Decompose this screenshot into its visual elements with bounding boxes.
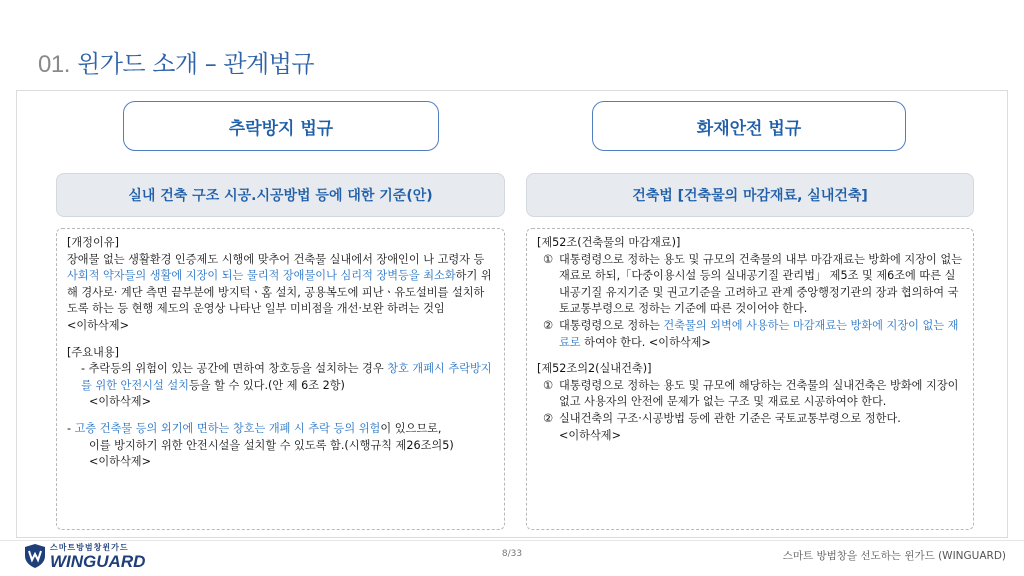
left-subtitle-bar xyxy=(56,173,505,217)
article-52-2-item-1-mark: ① xyxy=(542,378,554,392)
reason-label: [개정이유] xyxy=(67,236,119,249)
reason-highlight: 사회적 약자들의 생활에 지장이 되는 물리적 장애물이나 심리적 장벽등을 최소화 xyxy=(67,269,456,283)
main-item-2-post: 이 있으므로, xyxy=(380,421,442,435)
left-content-box xyxy=(56,228,505,530)
fall-prevention-law-box xyxy=(123,101,439,151)
article-52-2-item-2 xyxy=(537,411,963,428)
main-item-1 xyxy=(67,361,494,394)
article-52-item-2-post: 하여야 한다. <이하삭제> xyxy=(580,335,711,349)
article-52-label: [제52조(건축물의 마감재료)] xyxy=(537,236,681,249)
logo-subtitle: 스마트방범창윈가드 xyxy=(50,543,129,552)
article-52-2-item-2-mark: ② xyxy=(542,411,554,425)
section-title: 윈가드 소개 – 관계법규 xyxy=(77,50,315,78)
main-item-1-pre: - 추락등의 위험이 있는 공간에 면하여 창호등을 설치하는 경우 xyxy=(81,362,388,376)
article-52-item-1 xyxy=(537,252,963,318)
main-item-2-dash: - xyxy=(67,421,75,435)
article-52-2-end: <이하삭제> xyxy=(559,428,621,442)
article-52-item-2-pre: 대통령령으로 정하는 xyxy=(559,318,664,332)
article-52-item-2 xyxy=(537,318,963,351)
main-item-2-highlight: 고층 건축물 등의 외기에 면하는 창호는 개폐 시 추락 등의 위험 xyxy=(74,421,381,435)
section-number: 01. xyxy=(38,51,70,78)
main-item-2-end: <이하삭제> xyxy=(89,455,151,469)
reason-text xyxy=(67,252,494,318)
footer-divider xyxy=(0,540,1024,541)
article-52-item-1-mark: ① xyxy=(542,252,554,266)
main-item-1-end: <이하삭제> xyxy=(89,395,151,409)
page-number: 8/33 xyxy=(501,549,523,559)
left-subtitle: 실내 건축 구조 시공.시공방법 등에 대한 기준(안) xyxy=(128,188,433,204)
reason-text-part1: 장애물 없는 생활환경 인증제도 시행에 맞추어 건축물 실내에서 장애인이 나 고령자 등 xyxy=(67,252,485,266)
article-52-item-2-highlight: 건축물의 외벽에 사용하는 마감재료는 방화에 지장이 없는 재료로 xyxy=(559,318,959,349)
article-52-item-1-text: 대통령령으로 정하는 용도 및 규모의 건축물의 내부 마감재료는 방화에 지장이 없는 재료로 하되,「다중이용시설 등의 실내공기질 관리법」 제5조 및 제6조에 따른 실내공기질 유지기준 및 권고기준을 고려하고 관계 중앙행정기관의 장과 협의하여 국토교통부령으로 정하는 기준에 따른 것이어야 한다. xyxy=(559,252,963,316)
article-52-2-item-2-text: 실내건축의 구조·시공방법 등에 관한 기준은 국토교통부령으로 정한다. xyxy=(559,411,901,425)
main-item-1-highlight: 창호 개폐시 추락방지를 위한 안전시설 설치 xyxy=(81,362,492,392)
article-52-2-item-1-text: 대통령령으로 정하는 용도 및 규모에 해당하는 건축물의 실내건축은 방화에 지장이 없고 사용자의 안전에 문제가 없는 구조 및 재료로 시공하여야 한다. xyxy=(559,378,959,409)
reason-text-part2: 하기 위해 경사로· 계단 측면 끝부분에 방지턱ㆍ홈 설치, 공용복도에 피난ㆍ유도설비를 설치하도록 하는 등 현행 제도의 운영상 나타난 일부 미비점을 개선·보완 하려는 것임 xyxy=(67,269,492,316)
main-item-2 xyxy=(67,421,494,438)
right-content-box xyxy=(526,228,974,530)
main-item-2-line2: 이를 방지하기 위한 안전시설을 설치할 수 있도록 함.(시행규칙 제26조의5) xyxy=(89,438,454,452)
reason-end: <이하삭제> xyxy=(67,318,129,332)
footer-slogan: 스마트 방범창을 선도하는 윈가드 (WINGUARD) xyxy=(782,550,1006,562)
logo-wordmark: WINGUARD xyxy=(50,552,146,571)
article-52-2-item-1 xyxy=(537,378,963,411)
main-content-label: [주요내용] xyxy=(67,345,119,359)
right-subtitle: 건축법 [건축물의 마감재료, 실내건축] xyxy=(632,188,868,204)
fire-safety-law-label: 화재안전 법규 xyxy=(696,118,802,139)
main-item-1-post: 등을 할 수 있다.(안 제 6조 2항) xyxy=(188,378,345,392)
fire-safety-law-box xyxy=(592,101,906,151)
article-52-item-2-mark: ② xyxy=(542,318,554,332)
page-title xyxy=(38,44,314,79)
fall-prevention-law-label: 추락방지 법규 xyxy=(228,118,334,139)
article-52-2-label: [제52조의2(실내건축)] xyxy=(537,362,652,376)
right-subtitle-bar xyxy=(526,173,974,217)
